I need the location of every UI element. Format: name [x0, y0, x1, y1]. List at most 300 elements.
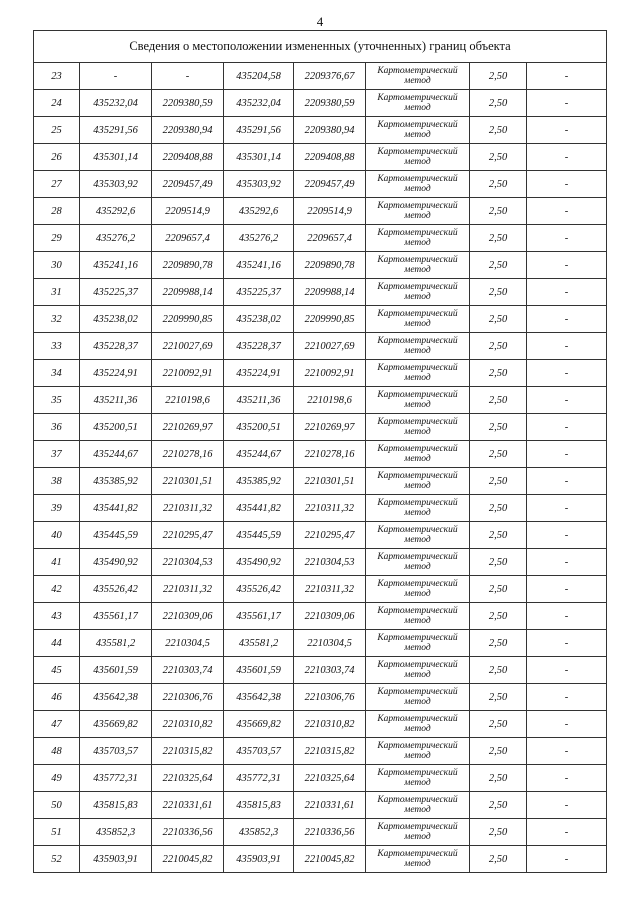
accuracy-cell: 2,50	[470, 441, 527, 468]
old-y-cell: 2210295,47	[152, 522, 224, 549]
point-number-cell: 44	[34, 630, 80, 657]
description-cell: -	[527, 360, 607, 387]
old-x-cell: 435301,14	[80, 144, 152, 171]
method-text-line: метод	[404, 373, 431, 383]
method-text-line: метод	[404, 265, 431, 275]
description-cell: -	[527, 603, 607, 630]
new-y-cell: 2209408,88	[294, 144, 366, 171]
description-cell: -	[527, 171, 607, 198]
accuracy-cell: 2,50	[470, 90, 527, 117]
method-text-line: Картометрический	[377, 741, 458, 751]
table-row	[34, 576, 607, 603]
old-x-cell: 435526,42	[80, 576, 152, 603]
new-x-cell: 435601,59	[224, 657, 294, 684]
point-number-cell: 51	[34, 819, 80, 846]
old-x-cell: 435276,2	[80, 225, 152, 252]
description-cell: -	[527, 549, 607, 576]
table-row	[34, 711, 607, 738]
new-y-cell: 2209380,59	[294, 90, 366, 117]
description-cell: -	[527, 684, 607, 711]
new-x-cell: 435211,36	[224, 387, 294, 414]
old-y-cell: 2210304,53	[152, 549, 224, 576]
old-x-cell: 435852,3	[80, 819, 152, 846]
new-y-cell: 2210304,53	[294, 549, 366, 576]
description-cell: -	[527, 333, 607, 360]
method-text-line: метод	[404, 832, 431, 842]
method-text-line: Картометрический	[377, 120, 458, 130]
old-x-cell: 435232,04	[80, 90, 152, 117]
new-x-cell: 435225,37	[224, 279, 294, 306]
accuracy-cell: 2,50	[470, 711, 527, 738]
old-y-cell: 2210306,76	[152, 684, 224, 711]
new-x-cell: 435903,91	[224, 846, 294, 873]
method-text-line: Картометрический	[377, 390, 458, 400]
new-x-cell: 435303,92	[224, 171, 294, 198]
point-number-cell: 29	[34, 225, 80, 252]
table-row	[34, 792, 607, 819]
table-row	[34, 198, 607, 225]
new-y-cell: 2209890,78	[294, 252, 366, 279]
accuracy-cell: 2,50	[470, 549, 527, 576]
point-number-cell: 28	[34, 198, 80, 225]
new-y-cell: 2210336,56	[294, 819, 366, 846]
accuracy-cell: 2,50	[470, 684, 527, 711]
method-text-line: метод	[404, 751, 431, 761]
method-cell	[366, 252, 470, 279]
method-text-line: метод	[404, 859, 431, 869]
old-y-cell: 2210325,64	[152, 765, 224, 792]
method-text-line: метод	[404, 670, 431, 680]
new-x-cell: 435301,14	[224, 144, 294, 171]
table-row	[34, 468, 607, 495]
method-cell	[366, 414, 470, 441]
table-row	[34, 549, 607, 576]
description-cell: -	[527, 576, 607, 603]
method-text-line: Картометрический	[377, 174, 458, 184]
method-cell	[366, 522, 470, 549]
method-text-line: метод	[404, 346, 431, 356]
method-text-line: Картометрический	[377, 714, 458, 724]
method-text-line: метод	[404, 724, 431, 734]
method-cell	[366, 603, 470, 630]
description-cell: -	[527, 630, 607, 657]
point-number-cell: 48	[34, 738, 80, 765]
method-text-line: Картометрический	[377, 417, 458, 427]
method-text-line: Картометрический	[377, 228, 458, 238]
accuracy-cell: 2,50	[470, 117, 527, 144]
accuracy-cell: 2,50	[470, 657, 527, 684]
point-number-cell: 47	[34, 711, 80, 738]
accuracy-cell: 2,50	[470, 522, 527, 549]
method-cell	[366, 468, 470, 495]
method-text-line: Картометрический	[377, 336, 458, 346]
old-y-cell: 2210303,74	[152, 657, 224, 684]
table-row	[34, 765, 607, 792]
method-text-line: метод	[404, 130, 431, 140]
point-number-cell: 35	[34, 387, 80, 414]
method-text-line: метод	[404, 481, 431, 491]
accuracy-cell: 2,50	[470, 333, 527, 360]
new-x-cell: 435228,37	[224, 333, 294, 360]
accuracy-cell: 2,50	[470, 603, 527, 630]
table-row	[34, 495, 607, 522]
method-cell	[366, 684, 470, 711]
old-y-cell: 2209380,59	[152, 90, 224, 117]
accuracy-cell: 2,50	[470, 792, 527, 819]
method-text-line: Картометрический	[377, 93, 458, 103]
table-row	[34, 684, 607, 711]
method-cell	[366, 657, 470, 684]
new-y-cell: 2210331,61	[294, 792, 366, 819]
table-row	[34, 306, 607, 333]
old-x-cell: 435601,59	[80, 657, 152, 684]
old-x-cell: 435903,91	[80, 846, 152, 873]
description-cell: -	[527, 792, 607, 819]
method-text-line: метод	[404, 778, 431, 788]
old-y-cell: 2209457,49	[152, 171, 224, 198]
description-cell: -	[527, 495, 607, 522]
description-cell: -	[527, 819, 607, 846]
new-y-cell: 2210306,76	[294, 684, 366, 711]
old-x-cell: 435445,59	[80, 522, 152, 549]
method-text-line: Картометрический	[377, 606, 458, 616]
method-cell	[366, 711, 470, 738]
table-row	[34, 819, 607, 846]
method-text-line: метод	[404, 697, 431, 707]
old-x-cell: 435669,82	[80, 711, 152, 738]
new-x-cell: 435241,16	[224, 252, 294, 279]
new-x-cell: 435642,38	[224, 684, 294, 711]
accuracy-cell: 2,50	[470, 144, 527, 171]
new-x-cell: 435852,3	[224, 819, 294, 846]
new-x-cell: 435772,31	[224, 765, 294, 792]
method-text-line: Картометрический	[377, 282, 458, 292]
method-cell	[366, 63, 470, 90]
method-text-line: Картометрический	[377, 255, 458, 265]
table-row	[34, 333, 607, 360]
method-text-line: Картометрический	[377, 309, 458, 319]
description-cell: -	[527, 711, 607, 738]
accuracy-cell: 2,50	[470, 819, 527, 846]
method-text-line: метод	[404, 184, 431, 194]
method-cell	[366, 846, 470, 873]
description-cell: -	[527, 387, 607, 414]
old-y-cell: -	[152, 63, 224, 90]
method-text-line: Картометрический	[377, 147, 458, 157]
old-y-cell: 2210092,91	[152, 360, 224, 387]
point-number-cell: 39	[34, 495, 80, 522]
table-row	[34, 90, 607, 117]
method-cell	[366, 171, 470, 198]
method-text-line: Картометрический	[377, 552, 458, 562]
point-number-cell: 31	[34, 279, 80, 306]
point-number-cell: 52	[34, 846, 80, 873]
old-y-cell: 2210269,97	[152, 414, 224, 441]
point-number-cell: 27	[34, 171, 80, 198]
old-x-cell: 435772,31	[80, 765, 152, 792]
old-y-cell: 2210309,06	[152, 603, 224, 630]
new-x-cell: 435244,67	[224, 441, 294, 468]
accuracy-cell: 2,50	[470, 252, 527, 279]
description-cell: -	[527, 117, 607, 144]
new-x-cell: 435581,2	[224, 630, 294, 657]
table-title: Сведения о местоположении измененных (уточненных) границ объекта	[34, 31, 607, 63]
new-y-cell: 2210045,82	[294, 846, 366, 873]
method-text-line: метод	[404, 238, 431, 248]
description-cell: -	[527, 414, 607, 441]
point-number-cell: 36	[34, 414, 80, 441]
old-x-cell: -	[80, 63, 152, 90]
accuracy-cell: 2,50	[470, 468, 527, 495]
new-x-cell: 435441,82	[224, 495, 294, 522]
method-text-line: метод	[404, 616, 431, 626]
method-text-line: Картометрический	[377, 66, 458, 76]
description-cell: -	[527, 144, 607, 171]
new-y-cell: 2209988,14	[294, 279, 366, 306]
new-y-cell: 2210301,51	[294, 468, 366, 495]
point-number-cell: 25	[34, 117, 80, 144]
accuracy-cell: 2,50	[470, 846, 527, 873]
old-y-cell: 2210310,82	[152, 711, 224, 738]
method-text-line: Картометрический	[377, 363, 458, 373]
old-y-cell: 2209514,9	[152, 198, 224, 225]
new-x-cell: 435204,58	[224, 63, 294, 90]
new-x-cell: 435292,6	[224, 198, 294, 225]
old-x-cell: 435224,91	[80, 360, 152, 387]
old-x-cell: 435490,92	[80, 549, 152, 576]
description-cell: -	[527, 90, 607, 117]
new-y-cell: 2210311,32	[294, 576, 366, 603]
table-row	[34, 360, 607, 387]
new-x-cell: 435669,82	[224, 711, 294, 738]
table-row	[34, 144, 607, 171]
point-number-cell: 24	[34, 90, 80, 117]
description-cell: -	[527, 306, 607, 333]
description-cell: -	[527, 252, 607, 279]
new-x-cell: 435561,17	[224, 603, 294, 630]
accuracy-cell: 2,50	[470, 198, 527, 225]
method-cell	[366, 279, 470, 306]
method-cell	[366, 495, 470, 522]
accuracy-cell: 2,50	[470, 306, 527, 333]
method-text-line: метод	[404, 589, 431, 599]
page-number: 4	[316, 14, 324, 29]
method-text-line: метод	[404, 400, 431, 410]
new-y-cell: 2210295,47	[294, 522, 366, 549]
table-title-row	[34, 31, 607, 63]
old-y-cell: 2210311,32	[152, 495, 224, 522]
table-row	[34, 279, 607, 306]
method-cell	[366, 333, 470, 360]
description-cell: -	[527, 765, 607, 792]
method-text-line: метод	[404, 211, 431, 221]
old-x-cell: 435703,57	[80, 738, 152, 765]
new-y-cell: 2210315,82	[294, 738, 366, 765]
old-x-cell: 435385,92	[80, 468, 152, 495]
point-number-cell: 49	[34, 765, 80, 792]
description-cell: -	[527, 198, 607, 225]
new-x-cell: 435238,02	[224, 306, 294, 333]
old-x-cell: 435292,6	[80, 198, 152, 225]
old-y-cell: 2210311,32	[152, 576, 224, 603]
method-text-line: Картометрический	[377, 687, 458, 697]
method-cell	[366, 765, 470, 792]
description-cell: -	[527, 225, 607, 252]
old-y-cell: 2209988,14	[152, 279, 224, 306]
point-number-cell: 45	[34, 657, 80, 684]
method-cell	[366, 387, 470, 414]
old-y-cell: 2209657,4	[152, 225, 224, 252]
description-cell: -	[527, 657, 607, 684]
accuracy-cell: 2,50	[470, 387, 527, 414]
description-cell: -	[527, 63, 607, 90]
accuracy-cell: 2,50	[470, 414, 527, 441]
old-x-cell: 435581,2	[80, 630, 152, 657]
method-cell	[366, 198, 470, 225]
new-x-cell: 435490,92	[224, 549, 294, 576]
old-x-cell: 435211,36	[80, 387, 152, 414]
accuracy-cell: 2,50	[470, 738, 527, 765]
method-text-line: Картометрический	[377, 498, 458, 508]
old-y-cell: 2210198,6	[152, 387, 224, 414]
accuracy-cell: 2,50	[470, 360, 527, 387]
method-text-line: Картометрический	[377, 795, 458, 805]
method-cell	[366, 117, 470, 144]
new-y-cell: 2209657,4	[294, 225, 366, 252]
old-x-cell: 435441,82	[80, 495, 152, 522]
table-row	[34, 603, 607, 630]
new-y-cell: 2210310,82	[294, 711, 366, 738]
old-x-cell: 435561,17	[80, 603, 152, 630]
table-row	[34, 414, 607, 441]
method-cell	[366, 630, 470, 657]
old-x-cell: 435303,92	[80, 171, 152, 198]
old-y-cell: 2210304,5	[152, 630, 224, 657]
method-text-line: метод	[404, 427, 431, 437]
point-number-cell: 46	[34, 684, 80, 711]
method-cell	[366, 738, 470, 765]
method-cell	[366, 441, 470, 468]
old-x-cell: 435225,37	[80, 279, 152, 306]
description-cell: -	[527, 279, 607, 306]
new-x-cell: 435526,42	[224, 576, 294, 603]
method-text-line: метод	[404, 319, 431, 329]
old-y-cell: 2209990,85	[152, 306, 224, 333]
new-y-cell: 2210303,74	[294, 657, 366, 684]
point-number-cell: 32	[34, 306, 80, 333]
point-number-cell: 41	[34, 549, 80, 576]
method-text-line: Картометрический	[377, 471, 458, 481]
table-row	[34, 252, 607, 279]
method-text-line: Картометрический	[377, 768, 458, 778]
method-cell	[366, 576, 470, 603]
table-row	[34, 441, 607, 468]
method-text-line: Картометрический	[377, 201, 458, 211]
point-number-cell: 43	[34, 603, 80, 630]
accuracy-cell: 2,50	[470, 171, 527, 198]
table-row	[34, 171, 607, 198]
table-row	[34, 738, 607, 765]
point-number-cell: 30	[34, 252, 80, 279]
point-number-cell: 26	[34, 144, 80, 171]
old-y-cell: 2209890,78	[152, 252, 224, 279]
old-x-cell: 435642,38	[80, 684, 152, 711]
method-text-line: Картометрический	[377, 444, 458, 454]
method-text-line: метод	[404, 562, 431, 572]
point-number-cell: 33	[34, 333, 80, 360]
table-row	[34, 63, 607, 90]
new-y-cell: 2210092,91	[294, 360, 366, 387]
new-x-cell: 435385,92	[224, 468, 294, 495]
accuracy-cell: 2,50	[470, 576, 527, 603]
new-y-cell: 2210311,32	[294, 495, 366, 522]
method-text-line: Картометрический	[377, 525, 458, 535]
method-cell	[366, 306, 470, 333]
new-y-cell: 2209376,67	[294, 63, 366, 90]
old-y-cell: 2210301,51	[152, 468, 224, 495]
table-row	[34, 630, 607, 657]
new-y-cell: 2210278,16	[294, 441, 366, 468]
table-row	[34, 117, 607, 144]
new-y-cell: 2210304,5	[294, 630, 366, 657]
old-y-cell: 2210336,56	[152, 819, 224, 846]
old-y-cell: 2210045,82	[152, 846, 224, 873]
method-text-line: Картометрический	[377, 633, 458, 643]
old-x-cell: 435291,56	[80, 117, 152, 144]
new-y-cell: 2209990,85	[294, 306, 366, 333]
old-x-cell: 435241,16	[80, 252, 152, 279]
method-text-line: метод	[404, 292, 431, 302]
method-cell	[366, 360, 470, 387]
old-y-cell: 2210315,82	[152, 738, 224, 765]
table-row	[34, 387, 607, 414]
accuracy-cell: 2,50	[470, 279, 527, 306]
table-row	[34, 657, 607, 684]
point-number-cell: 23	[34, 63, 80, 90]
old-y-cell: 2209380,94	[152, 117, 224, 144]
description-cell: -	[527, 738, 607, 765]
method-text-line: Картометрический	[377, 660, 458, 670]
new-y-cell: 2210325,64	[294, 765, 366, 792]
new-x-cell: 435224,91	[224, 360, 294, 387]
new-y-cell: 2210309,06	[294, 603, 366, 630]
new-y-cell: 2209457,49	[294, 171, 366, 198]
old-y-cell: 2210278,16	[152, 441, 224, 468]
point-number-cell: 37	[34, 441, 80, 468]
table-row	[34, 225, 607, 252]
method-text-line: Картометрический	[377, 579, 458, 589]
description-cell: -	[527, 441, 607, 468]
method-text-line: Картометрический	[377, 822, 458, 832]
method-text-line: метод	[404, 454, 431, 464]
method-cell	[366, 90, 470, 117]
accuracy-cell: 2,50	[470, 225, 527, 252]
new-y-cell: 2210198,6	[294, 387, 366, 414]
new-x-cell: 435445,59	[224, 522, 294, 549]
old-y-cell: 2210331,61	[152, 792, 224, 819]
accuracy-cell: 2,50	[470, 495, 527, 522]
new-y-cell: 2210269,97	[294, 414, 366, 441]
method-text-line: метод	[404, 157, 431, 167]
method-cell	[366, 144, 470, 171]
old-y-cell: 2209408,88	[152, 144, 224, 171]
old-y-cell: 2210027,69	[152, 333, 224, 360]
new-x-cell: 435815,83	[224, 792, 294, 819]
old-x-cell: 435238,02	[80, 306, 152, 333]
new-y-cell: 2209514,9	[294, 198, 366, 225]
accuracy-cell: 2,50	[470, 765, 527, 792]
method-text-line: метод	[404, 508, 431, 518]
